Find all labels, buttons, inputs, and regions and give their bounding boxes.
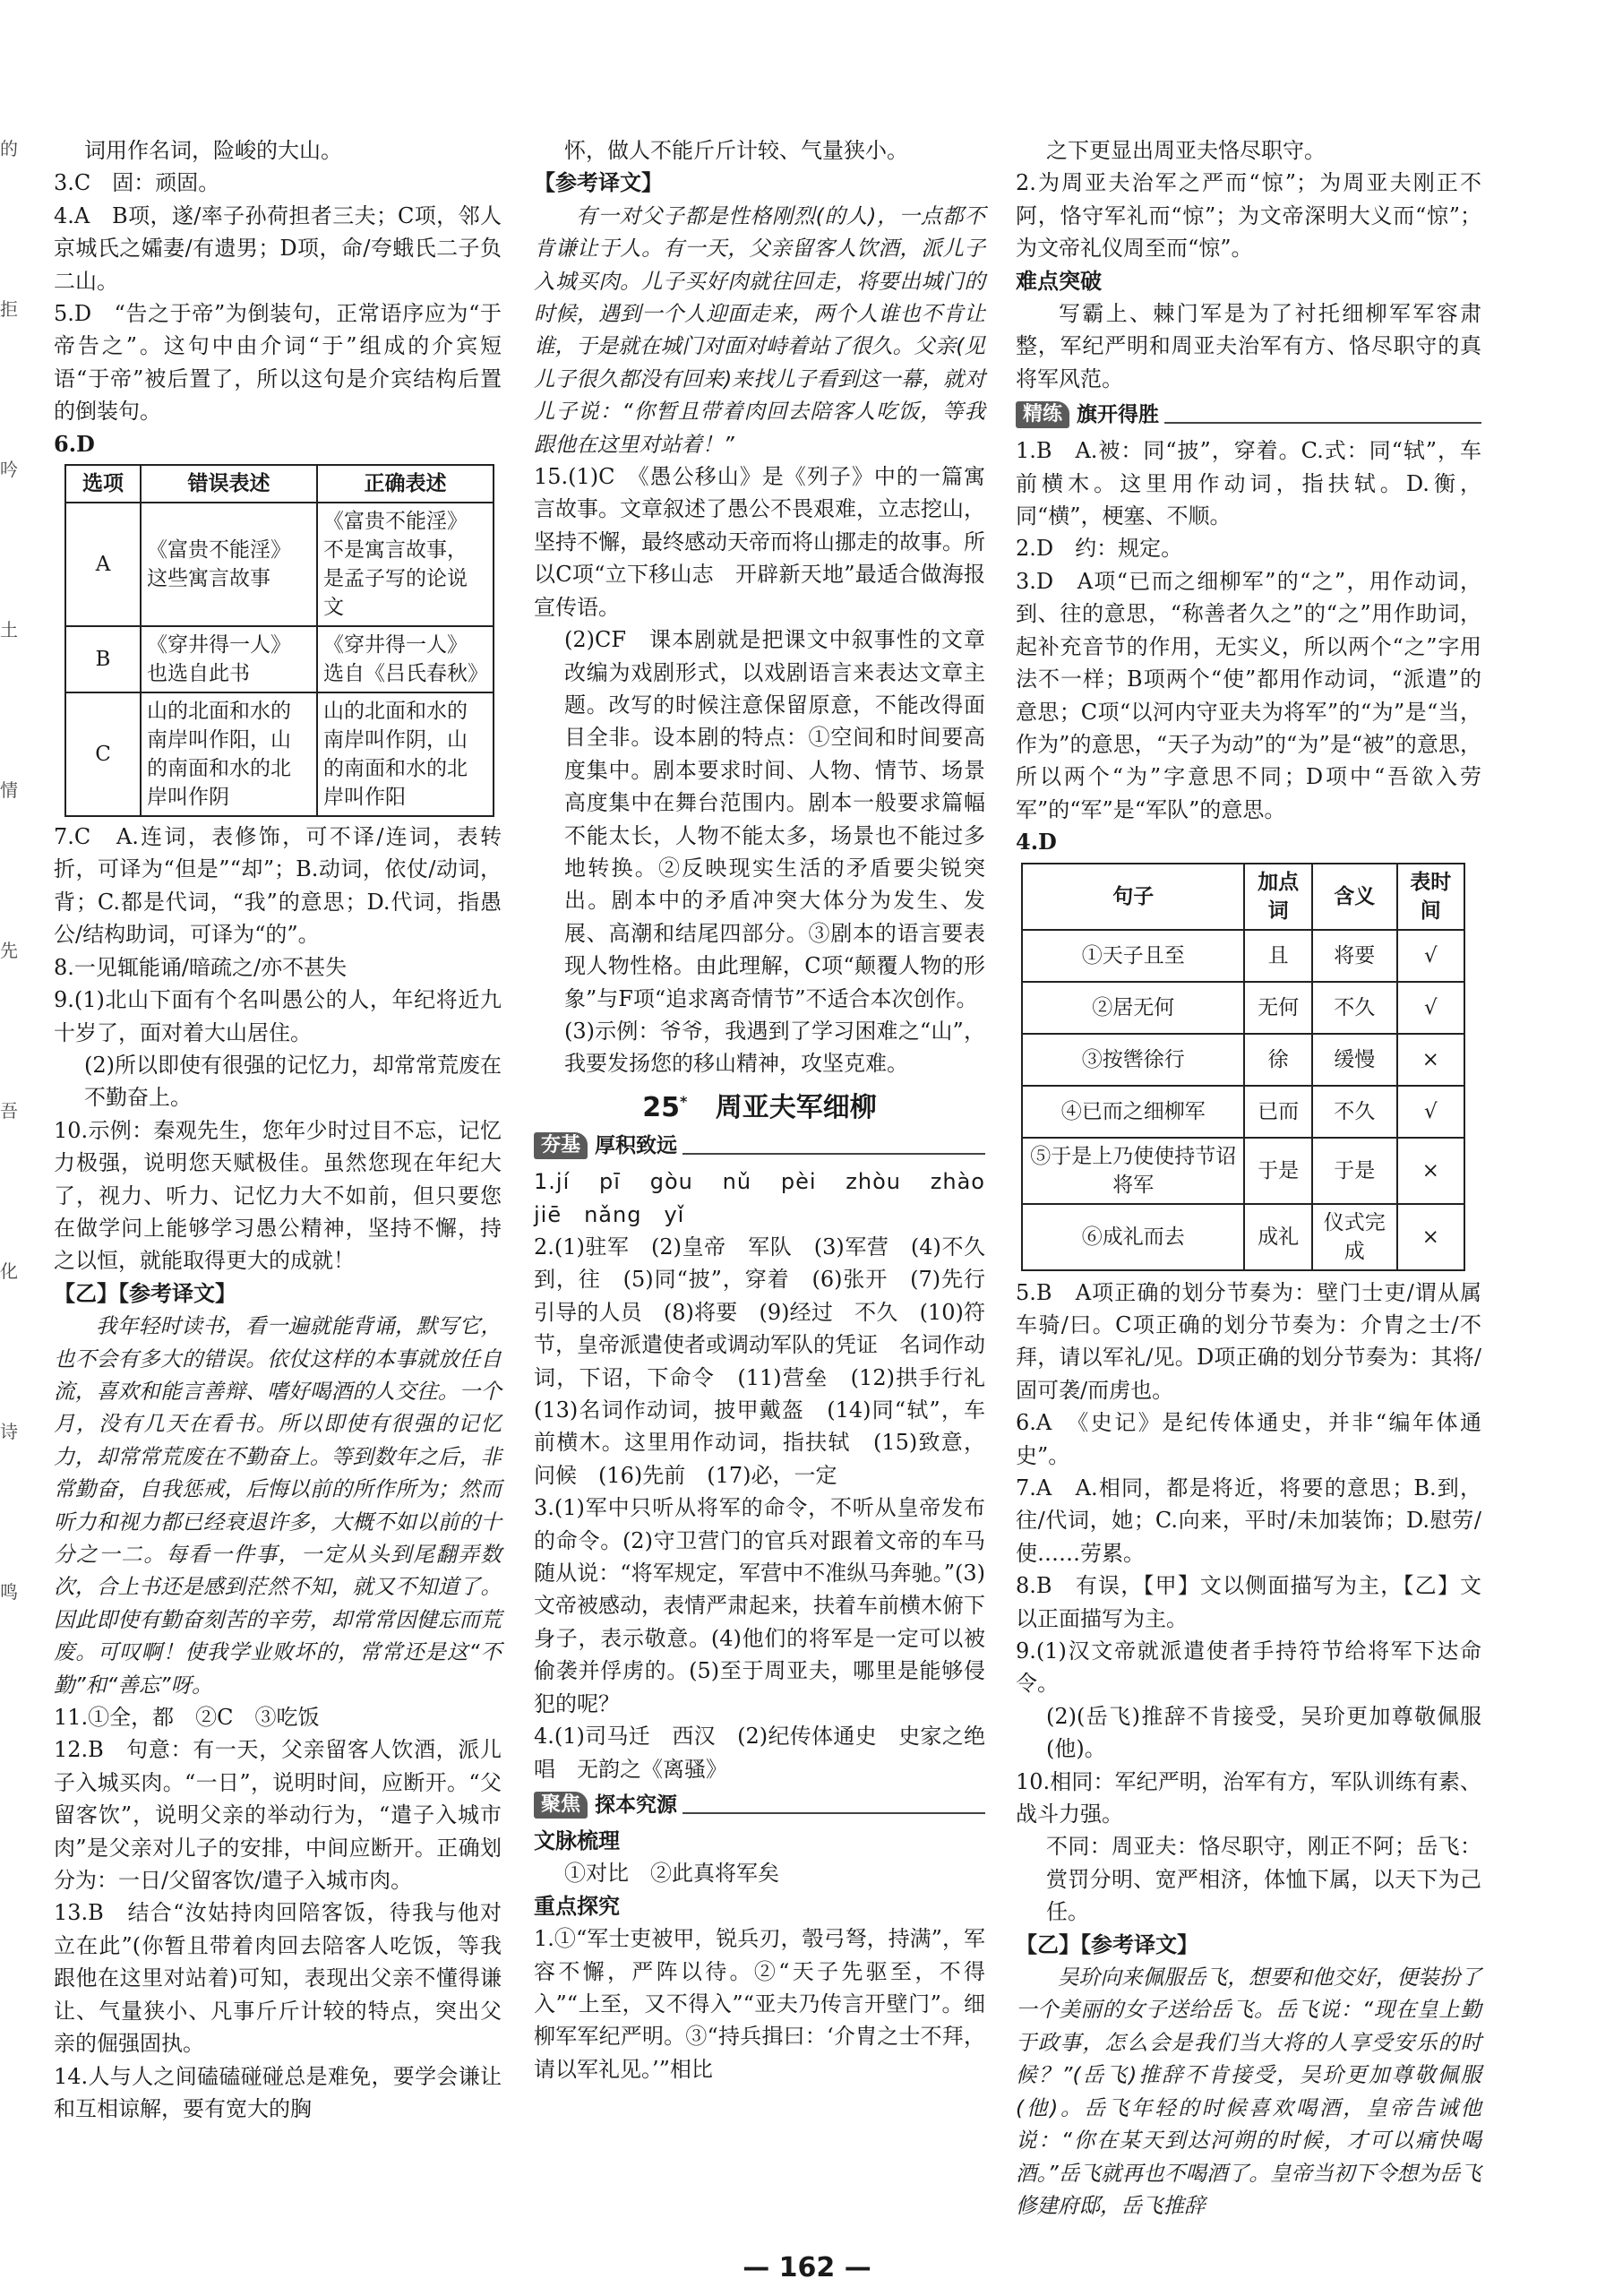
- table-row: [1022, 1204, 1464, 1270]
- table-row: [65, 626, 494, 692]
- table-cell: 徐: [1244, 1034, 1311, 1086]
- answer-item: 1.①“军士吏被甲，锐兵刃，彀弓弩，持满”，军容不懈，严阵以待。②“天子先驱至，不得入”“上至，又不得入”“亚夫乃传言开壁门”。细柳军军纪严明。③“持兵揖曰：‘介胄之士不拜，请以军礼见。’”相比: [534, 1926, 985, 2082]
- answer-item: 5.B A项正确的划分节奏为：壁门士吏/谓从属车骑/曰。C项正确的划分节奏为：介胄之士/不拜，请以军礼/见。D项正确的划分节奏为：其将/固可袭/而虏也。: [1016, 1279, 1481, 1403]
- table-header: 正确表述: [317, 465, 494, 503]
- answer-item: 7.A A.相同，都是将近，将要的意思；B.到，往/代词，她；C.向来，平时/未加装饰；D.慰劳/使……劳累。: [1016, 1475, 1481, 1566]
- table-cell: 将要: [1312, 930, 1397, 982]
- strip-char: 的: [0, 138, 18, 159]
- table-cell: 仪式完成: [1312, 1204, 1397, 1270]
- table-cell: 缓慢: [1312, 1034, 1397, 1086]
- table-header-row: [1022, 864, 1464, 930]
- section-divider: [683, 1137, 985, 1155]
- table-cell: ②居无何: [1022, 982, 1244, 1034]
- section-name: 探本究源: [595, 1793, 678, 1817]
- table-cell: B: [65, 626, 141, 692]
- section-tag-hangji: [534, 1130, 985, 1162]
- subsection-heading: 重点探究: [534, 1893, 620, 1919]
- translation-heading: 【参考译文】: [534, 170, 663, 196]
- strip-char: 诗: [0, 1421, 18, 1442]
- table-cell: 且: [1244, 930, 1311, 982]
- answer-item: 4.A B项，遂/率子孙荷担者三夫；C项，邻人京城氏之孀妻/有遗男；D项，命/夸蛾氏二子负二山。: [54, 202, 502, 294]
- section-tag-jujiao: [534, 1789, 985, 1821]
- table-cell: ⑥成礼而去: [1022, 1204, 1244, 1270]
- table-cell: ×: [1397, 1204, 1464, 1270]
- table-cell: 山的北面和水的南岸叫作阳，山的南面和水的北岸叫作阴: [141, 692, 317, 816]
- column-2: [534, 134, 1008, 2085]
- answer-item: 10.示例：秦观先生，您年少时过目不忘，记忆力极强，说明您天赋极佳。虽然您现在年纪大了，视力、听力、记忆力大不如前，但只要您在做学问上能够学习愚公精神，坚持不懈，持之以恒，就能取得更大的成就！: [54, 1117, 502, 1274]
- answer-line: 怀，做人不能斤斤计较、气量狭小。: [564, 138, 908, 163]
- table-cell: √: [1397, 930, 1464, 982]
- table-cell: C: [65, 692, 141, 816]
- page-number: — 162 —: [743, 2252, 871, 2283]
- translation-text: 我年轻时读书，看一遍就能背诵，默写它，也不会有多大的错误。依仗这样的本事就放任自流，喜欢和能言善辩、嗜好喝酒的人交往。一个月，没有几天在看书。所以即使有很强的记忆力，却常常荒废在不勤奋上。等到数年之后，非常勤奋，自我惩戒，后悔以前的所作所为；然而听力和视力都已经衰退许多，大概不如以前的十分之一二。每看一件事，一定从头到尾翻弄数次，合上书还是感到茫然不知，就又不知道了。因此即使有勤奋刻苦的辛劳，却常常因健忘而荒废。可叹啊！使我学业败坏的，常常还是这“不勤”和“善忘”呀。: [54, 1313, 502, 1698]
- translation-heading: 【乙】【参考译文】: [1016, 1931, 1198, 1957]
- strip-char: 吾: [0, 1100, 18, 1122]
- subsection-heading: 难点突破: [1016, 268, 1102, 294]
- table-cell: ①天子且至: [1022, 930, 1244, 982]
- answer-item: (3)示例：爷爷，我遇到了学习困难之“山”，我要发扬您的移山精神，攻坚克难。: [564, 1018, 985, 1077]
- answer-line: 之下更显出周亚夫恪尽职守。: [1046, 138, 1326, 163]
- answer-line: 词用作名词，险峻的大山。: [84, 138, 342, 163]
- answer-item: 3.D A项“已而之细柳军”的“之”，用作动词，到、往的意思，“称善者久之”的“之”用作助词，起补充音节的作用，无实义，所以两个“之”字用法不一样；B项两个“使”都用作动词，“派遣”的意思；C项“以河内守亚夫为将军”的“为”是“当，作为”的意思，“天子为动”的“为”是“被”的意思，所以两个“为”字意思不同；D项中“吾欲入劳军”的“军”是“军队”的意思。: [1016, 568, 1481, 822]
- table-row: [1022, 930, 1464, 982]
- table-cell: √: [1397, 982, 1464, 1034]
- table-row: [65, 503, 494, 626]
- table-row: [1022, 1086, 1464, 1138]
- answer-item: 4.(1)司马迁 西汉 (2)纪传体通史 史家之绝唱 无韵之《离骚》: [534, 1724, 985, 1782]
- answer-item: 14.人与人之间磕磕碰碰总是难免，要学会谦让和互相谅解，要有宽大的胸: [54, 2063, 502, 2121]
- table-header: 错误表述: [141, 465, 317, 503]
- strip-char: 化: [0, 1260, 18, 1282]
- answer-item: 11.①全，都 ②C ③吃饭: [54, 1705, 320, 1731]
- answer-item: 1.B A.被：同“披”，穿着。C.式：同“轼”，车前横木。这里用作动词，指扶轼。D.衡，同“横”，梗塞、不顺。: [1016, 438, 1481, 529]
- table-cell: 《富贵不能淫》这些寓言故事: [141, 503, 317, 626]
- section-name: 厚积致远: [595, 1133, 678, 1157]
- strip-char: 情: [0, 779, 18, 801]
- section-divider: [683, 1796, 985, 1814]
- section-badge: 聚焦: [534, 1792, 588, 1819]
- section-badge: 精练: [1016, 401, 1069, 428]
- table-cell: A: [65, 503, 141, 626]
- strip-char: 吟: [0, 459, 18, 480]
- answer-item: 2.(1)驻军 (2)皇帝 军队 (3)军营 (4)不久 到，往 (5)同“披”，穿着 (6)张开 (7)先行引导的人员 (8)将要 (9)经过 不久 (10)符节，皇帝派遣使者或调动军队的凭证 名词作动词，下诏，下命令 (11)营垒 (12)拱手行礼 (13)名词作动词，披甲戴盔 (14)同“轼”，车前横木。这里用作动词，指扶轼 (15)致意，问候 (16)先前 (17)必，一定: [534, 1234, 1007, 1488]
- strip-char: 土: [0, 619, 18, 641]
- answer-item: 2.D 约：规定。: [1016, 536, 1183, 562]
- translation-text: 有一对父子都是性格刚烈(的人)，一点都不肯谦让于人。有一天，父亲留客人饮酒，派儿子入城买肉。儿子买好肉就往回走，将要出城门的时候，遇到一个人迎面走来，两个人谁也不肯让谁，于是就在城门对面对峙着站了很久。父亲(见儿子很久都没有回来)来找儿子看到这一幕，就对儿子说：“你暂且带着肉回去陪客人吃饭，等我跟他在这里对站着！”: [534, 202, 985, 457]
- table-cell: 于是: [1244, 1138, 1311, 1204]
- answer-item: 1.jí pī gòu nǔ pèi zhòu zhào jiē nǎng yǐ: [534, 1169, 1008, 1227]
- table-cell: ④已而之细柳军: [1022, 1086, 1244, 1138]
- section-name: 旗开得胜: [1077, 403, 1160, 427]
- answer-item: 3.(1)军中只听从将军的命令，不听从皇帝发布的命令。(2)守卫营门的官兵对跟着文帝的车马随从说：“将军规定，军营中不准纵马奔驰。”(3)文帝被感动，表情严肃起来，扶着车前横木俯下身子，表示敬意。(4)他们的将军是一定可以被偷袭并俘虏的。(5)至于周亚夫，哪里是能够侵犯的呢？: [534, 1495, 985, 1716]
- table-cell: 《穿井得一人》也选自此书: [141, 626, 317, 692]
- table-cell: 成礼: [1244, 1204, 1311, 1270]
- table-cell: 山的北面和水的南岸叫作阴，山的南面和水的北岸叫作阳: [317, 692, 494, 816]
- table-header-row: [65, 465, 494, 503]
- answer-table-4: [1021, 863, 1465, 1271]
- table-row: [1022, 1138, 1464, 1204]
- answer-item: 13.B 结合“汝姑持肉回陪客饭，待我与他对立在此”(你暂且带着肉回去陪客人吃饭，等我跟他在这里对站着)可知，表现出父亲不懂得谦让、气量狭小、凡事斤斤计较的特点，突出父亲的倔强固执。: [54, 1900, 502, 2057]
- left-edge-strip: [0, 134, 16, 2195]
- table-cell: 无何: [1244, 982, 1311, 1034]
- table-cell: 《富贵不能淫》不是寓言故事，是孟子写的论说文: [317, 503, 494, 626]
- answer-item: 6.D: [54, 430, 95, 457]
- translation-text: 吴玠向来佩服岳飞，想要和他交好，便装扮了一个美丽的女子送给岳飞。岳飞说：“现在皇上勤于政事，怎么会是我们当大将的人享受安乐的时候？”(岳飞)推辞不肯接受，吴玠更加尊敬佩服(他)。岳飞年轻的时候喜欢喝酒，皇帝告诫他说：“你在某天到达河朔的时候，才可以痛快喝酒。”岳飞就再也不喝酒了。皇帝当初下令想为岳飞修建府邸，岳飞推辞: [1016, 1965, 1481, 2218]
- answer-item: 10.相同：军纪严明，治军有方，军队训练有素、战斗力强。: [1016, 1768, 1481, 1827]
- table-header: 表时间: [1397, 864, 1464, 930]
- answer-item: 12.B 句意：有一天，父亲留客人饮酒，派儿子入城买肉。“一日”，说明时间，应断开。“父留客饮”，说明父亲的举动行为，“遣子入城市肉”是父亲对儿子的安排，中间应断开。正确划分为：一日/父留客饮/遣子入城市肉。: [54, 1737, 502, 1894]
- lesson-name: 周亚夫军细柳: [715, 1091, 877, 1123]
- answer-item: 4.D: [1016, 829, 1057, 856]
- table-header: 选项: [65, 465, 141, 503]
- lesson-number: 25: [642, 1091, 681, 1123]
- answer-item: 写霸上、棘门军是为了衬托细柳军军容肃整，军纪严明和周亚夫治军有方、恪尽职守的真将军风范。: [1016, 301, 1481, 391]
- section-badge: 夯基: [534, 1132, 588, 1159]
- lesson-star: *: [680, 1092, 688, 1110]
- section-tag-jinglian: [1016, 399, 1481, 431]
- answer-item: 8.B 有误，【甲】文以侧面描写为主，【乙】文以正面描写为主。: [1016, 1573, 1481, 1631]
- answer-item: 15.(1)C 《愚公移山》是《列子》中的一篇寓言故事。文章叙述了愚公不畏艰难，立志挖山，坚持不懈，最终感动天帝而将山挪走的故事。所以C项“立下移山志 开辟新天地”最适合做海报宣传语。: [534, 464, 985, 620]
- subsection-heading: 文脉梳理: [534, 1827, 620, 1853]
- answer-item: 不同：周亚夫：恪尽职守，刚正不阿；岳飞：赏罚分明、宽严相济，体恤下属，以天下为己任。: [1046, 1834, 1481, 1925]
- answer-item: (2)所以即使有很强的记忆力，却常常荒废在不勤奋上。: [84, 1052, 502, 1111]
- strip-char: 鸣: [0, 1581, 18, 1603]
- column-3: [1016, 134, 1481, 2222]
- answer-item: (2)CF 课本剧就是把课文中叙事性的文章改编为戏剧形式，以戏剧语言来表达文章主题。改写的时候注意保留原意，不能改得面目全非。设本剧的特点：①空间和时间要高度集中。剧本要求时间、人物、情节、场景高度集中在舞台范围内。剧本一般要求篇幅不能太长，人物不能太多，场景也不能过多地转换。②反映现实生活的矛盾要尖锐突出。剧本中的矛盾冲突大体分为发生、发展、高潮和结尾四部分。③剧本的语言要表现人物性格。由此理解，C项“颠覆人物的形象”与F项“追求离奇情节”不适合本次创作。: [564, 627, 985, 1011]
- table-cell: 《穿井得一人》选自《吕氏春秋》: [317, 626, 494, 692]
- table-cell: ③按辔徐行: [1022, 1034, 1244, 1086]
- answer-item: 9.(1)汉文帝就派遣使者手持符节给将军下达命令。: [1016, 1638, 1481, 1697]
- table-row: [1022, 982, 1464, 1034]
- table-header: 句子: [1022, 864, 1244, 930]
- answer-item: 5.D “告之于帝”为倒装句，正常语序应为“于帝告之”。这句中由介词“于”组成的介宾短语“于帝”被后置了，所以这句是介宾结构后置的倒装句。: [54, 301, 502, 425]
- strip-char: 先: [0, 940, 18, 961]
- translation-heading: 【乙】【参考译文】: [54, 1280, 236, 1306]
- answer-item: 9.(1)北山下面有个名叫愚公的人，年纪将近九十岁了，面对着大山居住。: [54, 987, 502, 1045]
- strip-char: 拒: [0, 298, 18, 320]
- table-cell: √: [1397, 1086, 1464, 1138]
- column-1: [54, 134, 502, 2125]
- answer-item: 7.C A.连词，表修饰，可不译/连词，表转折，可译为“但是”“却”；B.动词，依仗/动词，背；C.都是代词，“我”的意思；D.代词，指愚公/结构助词，可译为“的”。: [54, 824, 502, 948]
- lesson-title: [534, 1086, 985, 1124]
- answer-table-6: [64, 464, 494, 817]
- table-cell: ×: [1397, 1138, 1464, 1204]
- table-cell: 不久: [1312, 982, 1397, 1034]
- table-cell: 已而: [1244, 1086, 1311, 1138]
- answer-item: 3.C 固：顽固。: [54, 170, 220, 196]
- answer-item: ①对比 ②此真将军矣: [564, 1861, 779, 1887]
- answer-item: (2)(岳飞)推辞不肯接受，吴玠更加尊敬佩服(他)。: [1046, 1703, 1481, 1762]
- answer-item: 6.A 《史记》是纪传体通史，并非“编年体通史”。: [1016, 1410, 1481, 1468]
- section-divider: [1164, 406, 1481, 424]
- answer-item: 2.为周亚夫治军之严而“惊”；为周亚夫刚正不阿，恪守军礼而“惊”；为文帝深明大义而“惊”；为文帝礼仪周至而“惊”。: [1016, 170, 1481, 262]
- table-cell: ×: [1397, 1034, 1464, 1086]
- table-header: 加点词: [1244, 864, 1311, 930]
- answer-item: 8.一见辄能诵/暗疏之/亦不甚失: [54, 954, 348, 980]
- table-row: [1022, 1034, 1464, 1086]
- table-cell: 于是: [1312, 1138, 1397, 1204]
- table-cell: ⑤于是上乃使使持节诏将军: [1022, 1138, 1244, 1204]
- table-row: [65, 692, 494, 816]
- table-header: 含义: [1312, 864, 1397, 930]
- table-cell: 不久: [1312, 1086, 1397, 1138]
